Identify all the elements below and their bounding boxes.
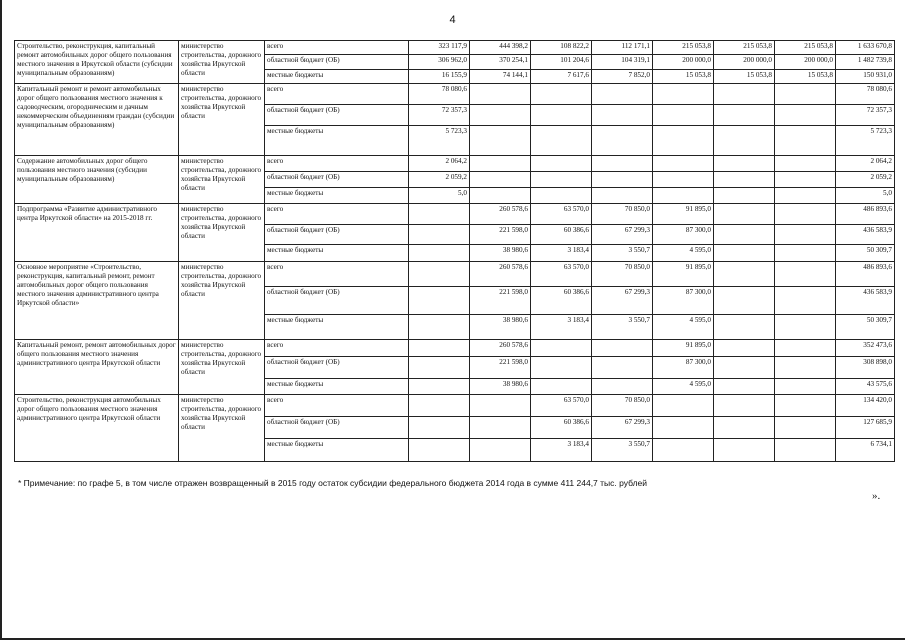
year-value-cell: 91 895,0: [653, 204, 714, 225]
year-value-cell: [775, 395, 836, 417]
year-value-cell: 60 386,6: [531, 417, 592, 439]
total-value-cell: 127 685,9: [836, 417, 895, 439]
year-value-cell: 215 053,8: [714, 41, 775, 55]
funding-source-cell: местные бюджеты: [265, 245, 409, 262]
total-value-cell: 486 893,6: [836, 262, 895, 287]
year-value-cell: [714, 357, 775, 379]
total-value-cell: 2 059,2: [836, 172, 895, 188]
year-value-cell: 87 300,0: [653, 225, 714, 245]
year-value-cell: [531, 156, 592, 172]
year-value-cell: [653, 84, 714, 105]
total-value-cell: 150 931,0: [836, 70, 895, 84]
table-row: [15, 41, 895, 55]
executor-cell: министерство строительства, дорожного хозяйства Иркутской области: [179, 262, 265, 340]
year-value-cell: [714, 126, 775, 156]
year-value-cell: [592, 105, 653, 126]
year-value-cell: 260 578,6: [470, 340, 531, 357]
table-row: [15, 262, 895, 287]
total-value-cell: 436 583,9: [836, 287, 895, 315]
year-value-cell: [775, 287, 836, 315]
year-value-cell: [775, 357, 836, 379]
year-value-cell: [409, 379, 470, 395]
year-value-cell: 67 299,3: [592, 287, 653, 315]
year-value-cell: 3 183,4: [531, 315, 592, 340]
year-value-cell: 70 850,0: [592, 262, 653, 287]
funding-source-cell: местные бюджеты: [265, 439, 409, 462]
total-value-cell: 2 064,2: [836, 156, 895, 172]
budget-table: [14, 40, 895, 462]
program-name-cell: Основное мероприятие «Строительство, реконструкция, капитальный ремонт, ремонт автомобильных дорог общего пользования местного значения административного центра Иркутской области»: [15, 262, 179, 340]
scan-edge-left: [0, 0, 2, 640]
total-value-cell: 5,0: [836, 188, 895, 204]
year-value-cell: [409, 315, 470, 340]
year-value-cell: [470, 126, 531, 156]
executor-cell: министерство строительства, дорожного хозяйства Иркутской области: [179, 204, 265, 262]
year-value-cell: [714, 417, 775, 439]
year-value-cell: [653, 188, 714, 204]
year-value-cell: [592, 172, 653, 188]
year-value-cell: 87 300,0: [653, 357, 714, 379]
total-value-cell: 78 080,6: [836, 84, 895, 105]
funding-source-cell: областной бюджет (ОБ): [265, 55, 409, 70]
year-value-cell: 91 895,0: [653, 262, 714, 287]
year-value-cell: 38 980,6: [470, 245, 531, 262]
year-value-cell: [775, 126, 836, 156]
year-value-cell: [775, 105, 836, 126]
total-value-cell: 308 898,0: [836, 357, 895, 379]
year-value-cell: [714, 204, 775, 225]
funding-source-cell: областной бюджет (ОБ): [265, 287, 409, 315]
year-value-cell: 38 980,6: [470, 379, 531, 395]
year-value-cell: [470, 105, 531, 126]
year-value-cell: [592, 156, 653, 172]
executor-cell: министерство строительства, дорожного хозяйства Иркутской области: [179, 340, 265, 395]
year-value-cell: [775, 172, 836, 188]
funding-source-cell: всего: [265, 156, 409, 172]
year-value-cell: [775, 340, 836, 357]
year-value-cell: [714, 395, 775, 417]
year-value-cell: 63 570,0: [531, 204, 592, 225]
funding-source-cell: всего: [265, 41, 409, 55]
year-value-cell: [531, 188, 592, 204]
table-row: [15, 204, 895, 225]
total-value-cell: 1 482 739,8: [836, 55, 895, 70]
program-name-cell: Строительство, реконструкция, капитальный ремонт автомобильных дорог общего пользования местного значения в Иркутской области (субсидии муниципальным образованиям): [15, 41, 179, 84]
total-value-cell: 50 309,7: [836, 315, 895, 340]
year-value-cell: [470, 156, 531, 172]
year-value-cell: [653, 439, 714, 462]
year-value-cell: [592, 188, 653, 204]
table-row: [15, 156, 895, 172]
year-value-cell: [775, 204, 836, 225]
year-value-cell: [409, 204, 470, 225]
year-value-cell: 108 822,2: [531, 41, 592, 55]
total-value-cell: 352 473,6: [836, 340, 895, 357]
table-row: [15, 84, 895, 105]
year-value-cell: [470, 439, 531, 462]
year-value-cell: [470, 188, 531, 204]
total-value-cell: 43 575,6: [836, 379, 895, 395]
year-value-cell: 4 595,0: [653, 315, 714, 340]
year-value-cell: [470, 395, 531, 417]
year-value-cell: [409, 287, 470, 315]
year-value-cell: 70 850,0: [592, 204, 653, 225]
year-value-cell: [653, 417, 714, 439]
year-value-cell: 215 053,8: [653, 41, 714, 55]
year-value-cell: [775, 225, 836, 245]
year-value-cell: [775, 379, 836, 395]
year-value-cell: [592, 126, 653, 156]
year-value-cell: 104 319,1: [592, 55, 653, 70]
total-value-cell: 50 309,7: [836, 245, 895, 262]
year-value-cell: [531, 126, 592, 156]
year-value-cell: [409, 225, 470, 245]
funding-source-cell: местные бюджеты: [265, 70, 409, 84]
executor-cell: министерство строительства, дорожного хозяйства Иркутской области: [179, 156, 265, 204]
year-value-cell: [531, 379, 592, 395]
year-value-cell: 5 723,3: [409, 126, 470, 156]
program-name-cell: Содержание автомобильных дорог общего пользования местного значения (субсидии муниципальным образованиям): [15, 156, 179, 204]
year-value-cell: 67 299,3: [592, 225, 653, 245]
funding-source-cell: местные бюджеты: [265, 379, 409, 395]
year-value-cell: 200 000,0: [714, 55, 775, 70]
year-value-cell: [592, 379, 653, 395]
year-value-cell: [592, 357, 653, 379]
year-value-cell: 260 578,6: [470, 204, 531, 225]
year-value-cell: [409, 417, 470, 439]
year-value-cell: [470, 417, 531, 439]
year-value-cell: [775, 315, 836, 340]
executor-cell: министерство строительства, дорожного хозяйства Иркутской области: [179, 84, 265, 156]
year-value-cell: [775, 262, 836, 287]
year-value-cell: [714, 262, 775, 287]
year-value-cell: [714, 315, 775, 340]
year-value-cell: 444 398,2: [470, 41, 531, 55]
year-value-cell: [775, 156, 836, 172]
year-value-cell: 306 962,0: [409, 55, 470, 70]
funding-source-cell: местные бюджеты: [265, 188, 409, 204]
year-value-cell: 70 850,0: [592, 395, 653, 417]
year-value-cell: [470, 172, 531, 188]
program-name-cell: Подпрограмма «Развитие административного центра Иркутской области» на 2015-2018 гг.: [15, 204, 179, 262]
page-number: 4: [449, 14, 456, 26]
year-value-cell: 63 570,0: [531, 395, 592, 417]
year-value-cell: [653, 395, 714, 417]
funding-source-cell: областной бюджет (ОБ): [265, 172, 409, 188]
year-value-cell: [775, 245, 836, 262]
program-name-cell: Строительство, реконструкция автомобильных дорог общего пользования местного значения административного центра Иркутской области: [15, 395, 179, 462]
year-value-cell: [409, 245, 470, 262]
funding-source-cell: областной бюджет (ОБ): [265, 225, 409, 245]
year-value-cell: [775, 84, 836, 105]
year-value-cell: 4 595,0: [653, 379, 714, 395]
year-value-cell: 112 171,1: [592, 41, 653, 55]
total-value-cell: 72 357,3: [836, 105, 895, 126]
funding-source-cell: всего: [265, 262, 409, 287]
year-value-cell: [653, 126, 714, 156]
funding-source-cell: всего: [265, 395, 409, 417]
total-value-cell: 134 420,0: [836, 395, 895, 417]
year-value-cell: [531, 84, 592, 105]
executor-cell: министерство строительства, дорожного хозяйства Иркутской области: [179, 395, 265, 462]
year-value-cell: 15 053,8: [653, 70, 714, 84]
year-value-cell: 15 053,8: [714, 70, 775, 84]
year-value-cell: 87 300,0: [653, 287, 714, 315]
year-value-cell: [531, 357, 592, 379]
total-value-cell: 436 583,9: [836, 225, 895, 245]
year-value-cell: 221 598,0: [470, 225, 531, 245]
year-value-cell: 5,0: [409, 188, 470, 204]
footnote: * Примечание: по графе 5, в том числе отражен возвращенный в 2015 году остаток субсидии федерального бюджета 2014 года в сумме 411 244,7 тыс. рублей: [18, 478, 648, 488]
year-value-cell: 67 299,3: [592, 417, 653, 439]
year-value-cell: 78 080,6: [409, 84, 470, 105]
program-name-cell: Капитальный ремонт, ремонт автомобильных дорог общего пользования местного значения административного центра Иркутской области: [15, 340, 179, 395]
year-value-cell: [409, 357, 470, 379]
year-value-cell: 3 550,7: [592, 245, 653, 262]
year-value-cell: 3 183,4: [531, 439, 592, 462]
total-value-cell: 6 734,1: [836, 439, 895, 462]
year-value-cell: [409, 262, 470, 287]
year-value-cell: [531, 340, 592, 357]
year-value-cell: 3 550,7: [592, 439, 653, 462]
year-value-cell: 200 000,0: [653, 55, 714, 70]
funding-source-cell: всего: [265, 84, 409, 105]
year-value-cell: 215 053,8: [775, 41, 836, 55]
closing-mark: ».: [872, 490, 881, 502]
year-value-cell: [409, 340, 470, 357]
funding-source-cell: местные бюджеты: [265, 315, 409, 340]
year-value-cell: 2 064,2: [409, 156, 470, 172]
year-value-cell: 63 570,0: [531, 262, 592, 287]
budget-table-body: [15, 41, 895, 462]
table-row: [15, 340, 895, 357]
year-value-cell: [592, 84, 653, 105]
year-value-cell: 7 852,0: [592, 70, 653, 84]
year-value-cell: 101 204,6: [531, 55, 592, 70]
year-value-cell: [714, 287, 775, 315]
year-value-cell: 323 117,9: [409, 41, 470, 55]
year-value-cell: 72 357,3: [409, 105, 470, 126]
year-value-cell: [653, 105, 714, 126]
year-value-cell: [409, 395, 470, 417]
total-value-cell: 486 893,6: [836, 204, 895, 225]
year-value-cell: 60 386,6: [531, 225, 592, 245]
year-value-cell: 4 595,0: [653, 245, 714, 262]
year-value-cell: 260 578,6: [470, 262, 531, 287]
year-value-cell: [409, 439, 470, 462]
funding-source-cell: областной бюджет (ОБ): [265, 105, 409, 126]
year-value-cell: [714, 188, 775, 204]
year-value-cell: 91 895,0: [653, 340, 714, 357]
year-value-cell: 16 155,9: [409, 70, 470, 84]
year-value-cell: 2 059,2: [409, 172, 470, 188]
year-value-cell: [714, 379, 775, 395]
year-value-cell: 7 617,6: [531, 70, 592, 84]
year-value-cell: 74 144,1: [470, 70, 531, 84]
year-value-cell: [775, 439, 836, 462]
year-value-cell: 370 254,1: [470, 55, 531, 70]
year-value-cell: [714, 225, 775, 245]
year-value-cell: 221 598,0: [470, 287, 531, 315]
year-value-cell: [714, 84, 775, 105]
year-value-cell: [714, 340, 775, 357]
funding-source-cell: областной бюджет (ОБ): [265, 357, 409, 379]
year-value-cell: [714, 245, 775, 262]
year-value-cell: 221 598,0: [470, 357, 531, 379]
program-name-cell: Капитальный ремонт и ремонт автомобильных дорог общего пользования местного значения к садоводческим, огородническим и дачным некоммерческим объединениям граждан (субсидии муниципальным образованиям): [15, 84, 179, 156]
year-value-cell: [714, 105, 775, 126]
year-value-cell: [714, 156, 775, 172]
funding-source-cell: местные бюджеты: [265, 126, 409, 156]
funding-source-cell: областной бюджет (ОБ): [265, 417, 409, 439]
year-value-cell: [653, 172, 714, 188]
year-value-cell: [775, 417, 836, 439]
year-value-cell: [592, 340, 653, 357]
year-value-cell: [714, 172, 775, 188]
year-value-cell: 15 053,8: [775, 70, 836, 84]
year-value-cell: 38 980,6: [470, 315, 531, 340]
executor-cell: министерство строительства, дорожного хозяйства Иркутской области: [179, 41, 265, 84]
year-value-cell: 3 550,7: [592, 315, 653, 340]
funding-source-cell: всего: [265, 340, 409, 357]
year-value-cell: [714, 439, 775, 462]
table-row: [15, 395, 895, 417]
year-value-cell: [653, 156, 714, 172]
funding-source-cell: всего: [265, 204, 409, 225]
year-value-cell: 200 000,0: [775, 55, 836, 70]
year-value-cell: [531, 172, 592, 188]
year-value-cell: [775, 188, 836, 204]
year-value-cell: 3 183,4: [531, 245, 592, 262]
year-value-cell: 60 386,6: [531, 287, 592, 315]
year-value-cell: [470, 84, 531, 105]
total-value-cell: 1 633 670,8: [836, 41, 895, 55]
total-value-cell: 5 723,3: [836, 126, 895, 156]
year-value-cell: [531, 105, 592, 126]
